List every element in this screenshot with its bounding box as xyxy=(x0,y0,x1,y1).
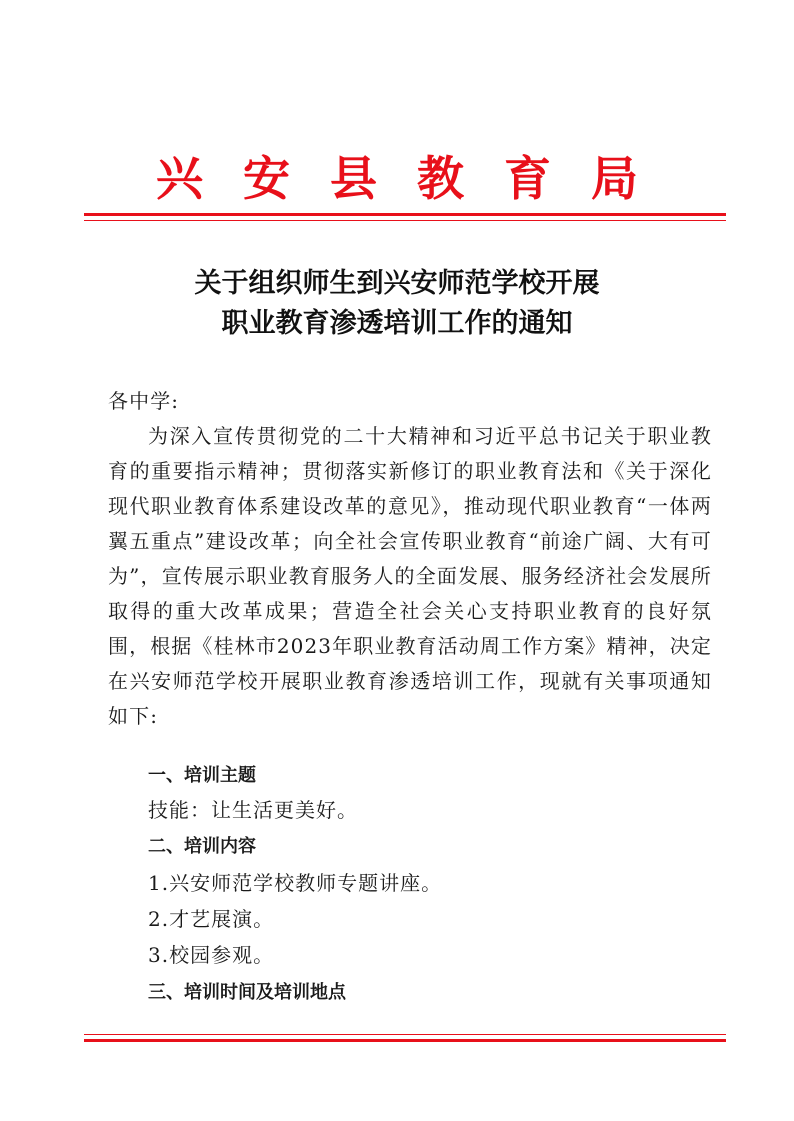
footer-red-rule-thick xyxy=(84,1039,726,1042)
section-2-item: 2.才艺展演。 xyxy=(148,907,275,931)
section-1-heading: 一、培训主题 xyxy=(148,765,256,786)
header-red-rule-thin xyxy=(84,220,726,221)
intro-paragraph: 为深入宣传贯彻党的二十大精神和习近平总书记关于职业教育的重要指示精神；贯彻落实新修订的职业教育法和《关于深化现代职业教育体系建设改革的意见》，推动现代职业教育“一体两翼五重点”建设改革；向全社会宣传职业教育“前途广阔、大有可为”，宣传展示职业教育服务人的全面发展、服务经济社会发展所取得的重大改革成果；营造全社会关心支持职业教育的良好氛围，根据《桂林市2023年职业教育活动周工作方案》精神，决定在兴安师范学校开展职业教育渗透培训工作，现就有关事项通知如下: xyxy=(108,424,712,728)
salutation: 各中学: xyxy=(108,389,180,413)
notice-title-line-1: 关于组织师生到兴安师范学校开展 xyxy=(194,268,600,299)
header-red-rule-thick xyxy=(84,213,726,216)
section-2-item: 1.兴安师范学校教师专题讲座。 xyxy=(148,871,443,895)
section-2-item: 3.校园参观。 xyxy=(148,943,275,967)
issuing-authority-header: 兴安县教育局 xyxy=(156,152,678,207)
section-2-heading: 二、培训内容 xyxy=(148,836,256,857)
section-3-heading: 三、培训时间及培训地点 xyxy=(148,982,346,1003)
notice-title-line-2: 职业教育渗透培训工作的通知 xyxy=(221,308,573,339)
footer-red-rule-thin xyxy=(84,1034,726,1035)
section-1-text: 技能：让生活更美好。 xyxy=(148,798,358,822)
